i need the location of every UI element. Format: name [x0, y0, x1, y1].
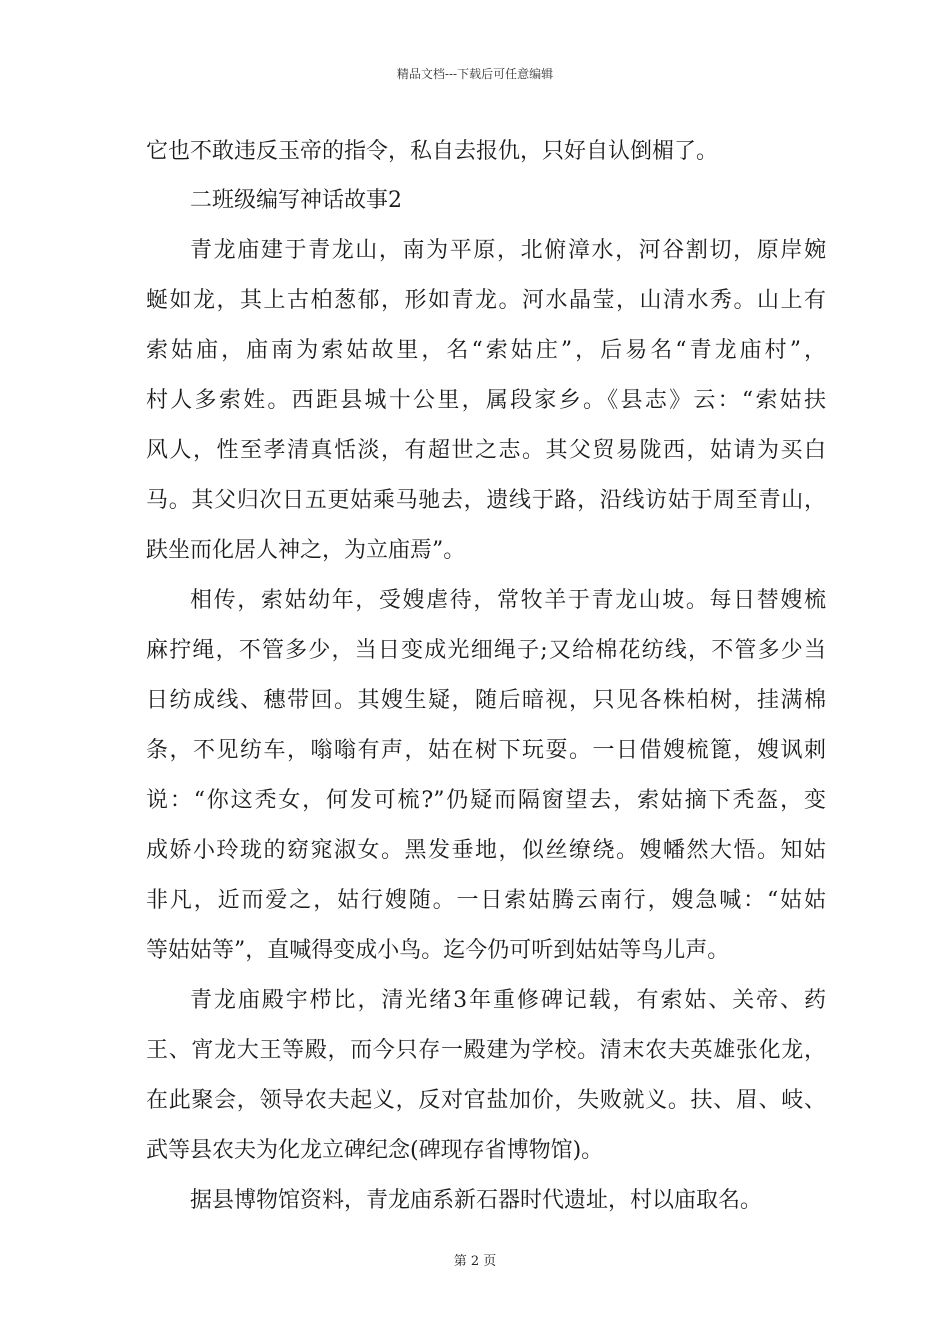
text-line: 趺坐而化居人神之，为立庙焉”。	[146, 538, 466, 563]
text-line: 说：“你这秃女，何发可梳?”仍疑而隔窗望去，索姑摘下秃盔，变	[146, 788, 826, 813]
text-line: 索姑庙，庙南为索姑故里，名“索姑庄”，后易名“青龙庙村”，	[146, 338, 826, 363]
text-line: 在此聚会，领导农夫起义，反对官盐加价，失败就义。扶、眉、岐、	[146, 1088, 826, 1113]
text-line: 王、宵龙大王等殿，而今只存一殿建为学校。清末农夫英雄张化龙，	[146, 1038, 826, 1063]
text-line: 日纺成线、穗带回。其嫂生疑，随后暗视，只见各株柏树，挂满棉	[146, 688, 826, 713]
text-line: 青龙庙建于青龙山，南为平原，北俯漳水，河谷割切，原岸婉	[190, 238, 826, 263]
text-line: 马。其父归次日五更姑乘马驰去，遗线于路，沿线访姑于周至青山，	[146, 488, 826, 513]
section-heading: 二班级编写神话故事2	[190, 188, 402, 213]
text-line: 青龙庙殿宇栉比，清光绪3年重修碑记载，有索姑、关帝、药	[190, 988, 826, 1013]
text-line: 蜒如龙，其上古柏葱郁，形如青龙。河水晶莹，山清水秀。山上有	[146, 288, 826, 313]
text-line: 它也不敢违反玉帝的指令，私自去报仇，只好自认倒楣了。	[146, 139, 719, 164]
page-number: 第 2 页	[453, 1254, 497, 1269]
text-line: 麻拧绳，不管多少，当日变成光细绳子;又给棉花纺线，不管多少当	[146, 638, 826, 663]
text-line: 村人多索姓。西距县城十公里，属段家乡。《县志》云：“索姑扶	[146, 388, 826, 413]
text-line: 相传，索姑幼年，受嫂虐待，常牧羊于青龙山坡。每日替嫂梳	[190, 588, 826, 613]
text-line: 风人，性至孝清真恬淡，有超世之志。其父贸易陇西，姑请为买白	[146, 438, 826, 463]
text-line: 非凡，近而爱之，姑行嫂随。一日索姑腾云南行，嫂急喊：“姑姑	[146, 888, 826, 913]
text-line: 等姑姑等”，直喊得变成小鸟。迄今仍可听到姑姑等鸟儿声。	[146, 938, 730, 963]
text-line: 条，不见纺车，嗡嗡有声，姑在树下玩耍。一日借嫂梳篦，嫂讽刺	[146, 738, 826, 763]
text-line: 武等县农夫为化龙立碑纪念(碑现存省博物馆)。	[146, 1138, 604, 1163]
text-line: 成娇小玲珑的窈窕淑女。黑发垂地，似丝缭绕。嫂幡然大悟。知姑	[146, 838, 826, 863]
text-line: 据县博物馆资料，青龙庙系新石器时代遗址，村以庙取名。	[190, 1188, 763, 1213]
page-header: 精品文档---下载后可任意编辑	[396, 67, 554, 81]
